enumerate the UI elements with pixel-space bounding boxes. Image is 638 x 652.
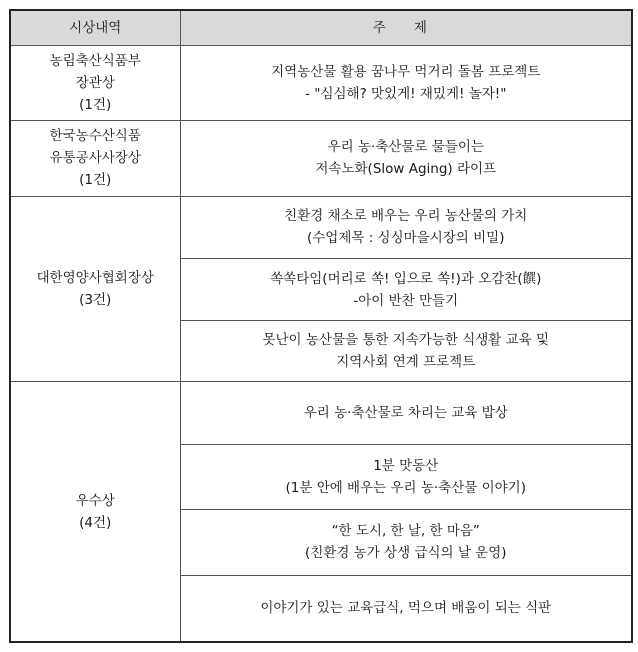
topic-line: 우리 농·축산물로 물들이는 <box>327 139 484 156</box>
topic-line: (수업제목 : 싱싱마을시장의 비밀) <box>307 230 505 247</box>
topic-line: (친환경 농가 상생 급식의 날 운영) <box>304 545 507 562</box>
topic-cell <box>180 382 632 445</box>
topic-cell <box>180 258 632 321</box>
topic-line: (1분 안에 배우는 우리 농·축산물 이야기) <box>285 479 526 496</box>
header-row <box>10 10 632 46</box>
award-line: 한국농수산식품 <box>49 128 141 145</box>
topic-cell <box>180 196 632 258</box>
award-table <box>9 9 633 643</box>
topic-cell <box>180 120 632 196</box>
topic-cell <box>180 509 632 575</box>
topic-line: -아이 반찬 만들기 <box>353 292 459 309</box>
topic-cell <box>180 321 632 382</box>
topic-line: 쏙쏙타임(머리로 쏙! 입으로 쏙!)과 오감찬(饌) <box>270 270 542 287</box>
award-line: 대한영양사협회장상 <box>36 270 154 287</box>
award-count: (1건) <box>79 172 112 189</box>
award-category <box>10 46 180 121</box>
table-row <box>10 382 632 445</box>
topic-line: 친환경 채소로 배우는 우리 농산물의 가치 <box>284 208 528 225</box>
topic-line: 저속노화(Slow Aging) 라이프 <box>315 161 497 178</box>
award-line: 유통공사사장상 <box>49 150 141 167</box>
table-row <box>10 196 632 258</box>
topic-line: 지역농산물 활용 꿈나무 먹거리 돌봄 프로젝트 <box>271 63 541 80</box>
header-award-type: 시상내역 <box>10 10 180 46</box>
award-count: (4건) <box>79 514 112 531</box>
table-row <box>10 120 632 196</box>
topic-cell <box>180 575 632 642</box>
award-count: (1건) <box>79 96 112 113</box>
award-line: 우수상 <box>75 492 115 509</box>
award-category <box>10 196 180 381</box>
topic-cell <box>180 46 632 121</box>
topic-line: 우리 농·축산물로 차리는 교육 밥상 <box>303 405 508 422</box>
topic-line: - "심심해? 맛있게! 재밌게! 놀자!" <box>305 85 507 102</box>
award-category <box>10 382 180 642</box>
award-count: (3건) <box>79 292 112 309</box>
topic-line: 이야기가 있는 교육급식, 먹으며 배움이 되는 식판 <box>260 600 552 617</box>
header-topic: 주 제 <box>180 10 632 46</box>
topic-line: “한 도시, 한 날, 한 마음” <box>331 523 480 540</box>
topic-line: 못난이 농산물을 통한 지속가능한 식생활 교육 및 <box>262 332 550 349</box>
award-line: 농림축산식품부 <box>49 52 141 69</box>
award-category <box>10 120 180 196</box>
topic-line: 지역사회 연계 프로젝트 <box>336 354 476 371</box>
topic-cell <box>180 444 632 509</box>
award-line: 장관상 <box>75 74 115 91</box>
topic-line: 1분 맛동산 <box>373 457 439 474</box>
table-row <box>10 46 632 121</box>
